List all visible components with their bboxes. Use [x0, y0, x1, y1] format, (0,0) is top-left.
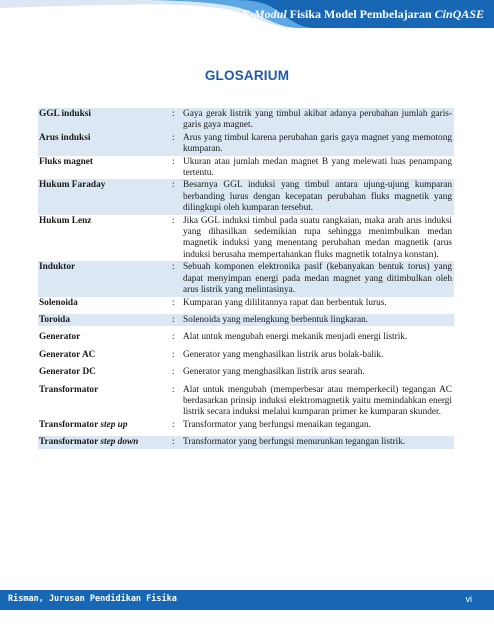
page-title: GLOSARIUM [204, 68, 290, 83]
glossary-definition: Transformator yang berfungsi menurunkan tegangan listrik. [183, 437, 406, 448]
glossary-definition: Alat untuk mengubah energi mekanik menjadi energi listrik. [183, 332, 408, 343]
separator-colon: : [172, 437, 175, 448]
term-italic: step up [100, 419, 128, 430]
glossary-definition: Ukuran atau jumlah medan magnet B yang melewati luas penampang tertentu. [183, 156, 452, 179]
separator-colon: : [172, 132, 175, 143]
separator-colon: : [172, 419, 175, 430]
glossary-definition: Transformator yang berfungsi menaikan tegangan. [183, 419, 371, 430]
glossary-term: Arus induksi [39, 132, 91, 143]
separator-colon: : [172, 349, 175, 360]
glossary-row [38, 132, 454, 156]
glossary-term: Fluks magnet [39, 156, 93, 167]
glossary-definition: Gaya gerak listrik yang timbul akibat adanya perubahan jumlah garis-garis gaya magnet. [183, 109, 452, 131]
glossary-row [38, 366, 454, 378]
glossary-term: Generator DC [39, 367, 96, 378]
glossary-definition: Generator yang menghasilkan listrik arus searah. [183, 367, 365, 378]
glossary-row [38, 384, 454, 419]
glossary-term: Transformator [39, 384, 99, 395]
glossary-term [38, 437, 172, 448]
separator-colon: : [172, 332, 175, 343]
glossary-term [38, 420, 172, 431]
separator-colon: : [172, 262, 175, 273]
glossary-term: Induktor [39, 262, 76, 273]
glossary-term: Solenoida [39, 297, 78, 308]
glossary-definition: Besarnya GGL induksi yang timbul antara ujung-ujung kumparan berbanding lurus dengan kecepatan perubahan fluks magnetik yang dilingkupi oleh kumparan tersebut. [183, 180, 452, 214]
glossary-definition: Alat untuk mengubah (memperbesar atau memperkecil) tegangan AC berdasarkan prinsip induksi elektromagnetik yaitu memindahkan energi listrik secara induksi melalui kumparan primer ke kumparan skunder. [183, 384, 452, 418]
glossary-row [38, 215, 454, 262]
glossary-row [38, 331, 454, 343]
separator-colon: : [172, 180, 175, 191]
footer-author: Risman, Jurusan Pendidikan Fisika [8, 594, 177, 604]
glossary-definition: Sebuah komponen elektronika pasif (kebanyakan bentuk torus) yang dapat menyimpan energi pada medan magnet yang ditimbulkan oleh arus listrik yang melintasinya. [183, 262, 452, 296]
page-number: vi [465, 594, 472, 604]
glossary-list [38, 108, 454, 449]
glossary-term: Generator [39, 332, 81, 343]
glossary-row [38, 261, 454, 296]
separator-colon: : [172, 297, 175, 308]
glossary-term: GGL induksi [39, 109, 91, 119]
separator-colon: : [172, 156, 175, 167]
glossary-row [38, 314, 454, 326]
term-prefix: Transformator [39, 419, 101, 430]
separator-colon: : [172, 314, 175, 325]
glossary-row [38, 419, 454, 431]
glossary-term: Generator AC [39, 349, 96, 360]
glossary-definition: Kumparan yang dililitannya rapat dan berbentuk lurus. [183, 297, 387, 308]
header-title: E-Modul Fisika Model Pembelajaran CinQASE [241, 7, 484, 21]
glossary-definition: Generator yang menghasilkan listrik arus bolak-balik. [183, 349, 384, 360]
glossary-row [38, 436, 454, 448]
glossary-row [38, 179, 454, 214]
term-italic: step down [100, 437, 139, 448]
glossary-definition: Solenoida yang melengkung berbentuk lingkaran. [183, 314, 369, 325]
separator-colon: : [172, 367, 175, 378]
glossary-term: Hukum Faraday [39, 180, 106, 191]
glossary-row [38, 108, 454, 132]
separator-colon: : [172, 109, 175, 119]
separator-colon: : [172, 215, 175, 226]
separator-colon: : [172, 384, 175, 395]
glossary-row [38, 349, 454, 361]
glossary-definition: Jika GGL induksi timbul pada suatu rangkaian, maka arah arus induksi yang dihasilkan sedemikian rupa sehingga menimbulkan medan magnetik induksi yang menentang perubahan medan magnetik (arus induksi berusaha mempertahankan fluks magnetik totalnya konstan). [183, 215, 452, 260]
glossary-definition: Arus yang timbul karena perubahan garis gaya magnet yang memotong kumparan. [183, 132, 452, 155]
glossary-term: Toroida [39, 314, 71, 325]
glossary-term: Hukum Lenz [39, 215, 92, 226]
glossary-row [38, 297, 454, 309]
glossary-row [38, 156, 454, 180]
term-prefix: Transformator [39, 437, 101, 448]
